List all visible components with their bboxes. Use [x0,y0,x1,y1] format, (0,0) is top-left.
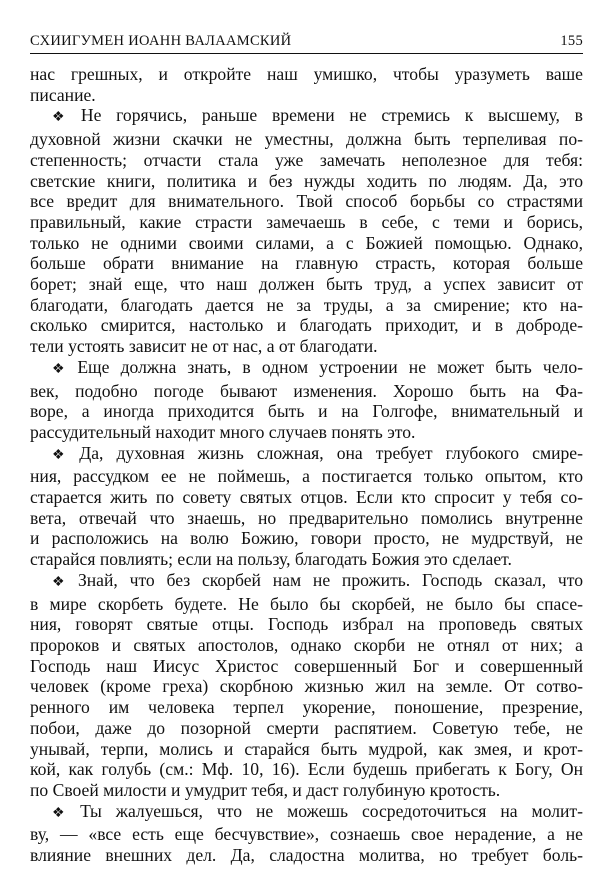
paragraph-bullet-icon: ❖ [52,447,74,463]
text-line [30,570,583,594]
page-body-text [30,64,583,866]
text-line [30,422,583,443]
text-line [30,150,583,171]
line-text: воре, а иногда приходится быть и на Голгофе, внимательный и [30,401,583,422]
line-text: Ты жалуешься, что не можешь сосредоточиться на молит- [80,800,583,821]
line-text: все вредит для внимательного. Твой способ борьбы со страстями [30,191,583,212]
running-title: СХИИГУМЕН ИОАНН ВАЛААМСКИЙ [30,33,292,49]
text-line [30,801,583,825]
paragraph-bullet-icon: ❖ [52,574,72,590]
line-text: и расположись на волю Божию, говори просто, не мудрствуй, не [30,528,583,549]
text-line [30,191,583,212]
text-line [30,274,583,295]
text-line [30,336,583,357]
text-line [30,780,583,801]
text-line [30,381,583,402]
paragraph [30,570,583,801]
text-line [30,105,583,129]
paragraph-bullet-icon: ❖ [52,361,72,377]
text-line [30,528,583,549]
line-text: побои, даже до позорной смерти распятием. Советую тебе, не [30,717,583,738]
text-line [30,443,583,467]
line-text: правильный, какие страсти замечаешь в себе, с теми и борись, [30,211,583,232]
line-text: ренного им человека терпел укорение, поношение, презрение, [30,697,583,718]
text-line [30,676,583,697]
paragraph-bullet-icon: ❖ [52,110,75,126]
line-text: сколько смирится, настолько и благодать приходит, и в доброде- [30,315,583,336]
text-line [30,171,583,192]
text-line [30,656,583,677]
line-text: старается жить по совету святых отцов. Если кто спросит у тебя со- [30,487,583,508]
line-text: писание. [30,84,96,105]
text-line [30,614,583,635]
paragraph-bullet-icon: ❖ [52,805,75,821]
line-text: рассудительный находит много случаев понять это. [30,421,416,442]
line-text: в мире скорбеть будете. Не было бы скорбей, не было бы спасе- [30,593,583,614]
text-line [30,315,583,336]
text-line [30,635,583,656]
text-line [30,594,583,615]
paragraph [30,105,583,356]
text-line [30,697,583,718]
line-text: унывай, терпи, молись и старайся быть мудрой, как змея, и крот- [30,738,583,759]
paragraph [30,64,583,105]
line-text: Знай, что без скорбей нам не прожить. Господь сказал, что [77,569,583,590]
line-text: вета, отвечай что знаешь, но предварительно помолись внутренне [30,507,583,528]
text-line [30,233,583,254]
text-line [30,759,583,780]
line-text: кой, как голубь (см.: Мф. 10, 16). Если будешь прибегать к Богу, Он [30,759,583,780]
line-text: век, подобно погоде бывают изменения. Хорошо быть на Фа- [30,380,583,401]
line-text: Еще должна знать, в одном устроении не может быть чело- [77,356,583,377]
line-text: старайся повлиять; если на пользу, благодать Божия это сделает. [30,549,512,570]
line-text: по Своей милости и умудрит тебя, и даст голубиную кротость. [30,779,501,800]
page-number: 155 [560,33,583,49]
text-line [30,295,583,316]
paragraph [30,801,583,866]
line-text: только не одними своими силами, а с Божией помощью. Однако, [30,232,583,253]
line-text: пророков и святых апостолов, однако скорби не отнял от них; а [30,634,583,655]
text-line [30,212,583,233]
line-text: нас грешных, и откройте наш умишко, чтобы уразуметь ваше [30,64,583,84]
text-line [30,466,583,487]
text-line [30,845,583,866]
text-line [30,253,583,274]
line-text: больше обрати внимание на главную страсть, которая больше [30,253,583,274]
line-text: Да, духовная жизнь сложная, она требует глубокого смире- [79,442,583,463]
line-text: человек (кроме греха) скорбною жизнью жил на земле. От сотво- [30,676,583,697]
line-text: влияние внешних дел. Да, сладостна молитва, но требует боль- [30,845,583,866]
line-text: тели устоять зависит не от нас, а от благодати. [30,336,378,357]
line-text: степенность; отчасти стала уже замечать неполезное для тебя: [30,149,583,170]
text-line [30,508,583,529]
paragraph [30,443,583,570]
line-text: ния, говорят святые отцы. Господь избрал на проповедь святых [30,614,583,635]
line-text: духовной жизни скачки не уместны, должна быть терпеливая по- [30,129,583,150]
line-text: ния, рассудком ее не поймешь, а постигается только опытом, кто [30,466,583,487]
text-line [30,487,583,508]
text-line [30,401,583,422]
line-text: борет; знай еще, что наш должен быть труд, а успех зависит от [30,274,583,295]
text-line [30,357,583,381]
text-line [30,718,583,739]
line-text: Господь наш Иисус Христос совершенный Бог и совершенный [30,655,583,676]
text-line [30,739,583,760]
running-header [30,30,583,54]
line-text: Не горячись, раньше времени не стремись к высшему, в [80,105,583,126]
line-text: светские книги, политика и без нужды ходить по людям. Да, это [30,170,583,191]
text-line [30,824,583,845]
line-text: ву, — «все есть еще бесчувствие», сознаешь свое нерадение, а не [30,824,583,845]
text-line [30,549,583,570]
text-line [30,129,583,150]
line-text: благодати, благодать дается не за труды, а за смирение; кто на- [30,294,583,315]
paragraph [30,357,583,443]
text-line [30,64,583,85]
text-line [30,85,583,106]
